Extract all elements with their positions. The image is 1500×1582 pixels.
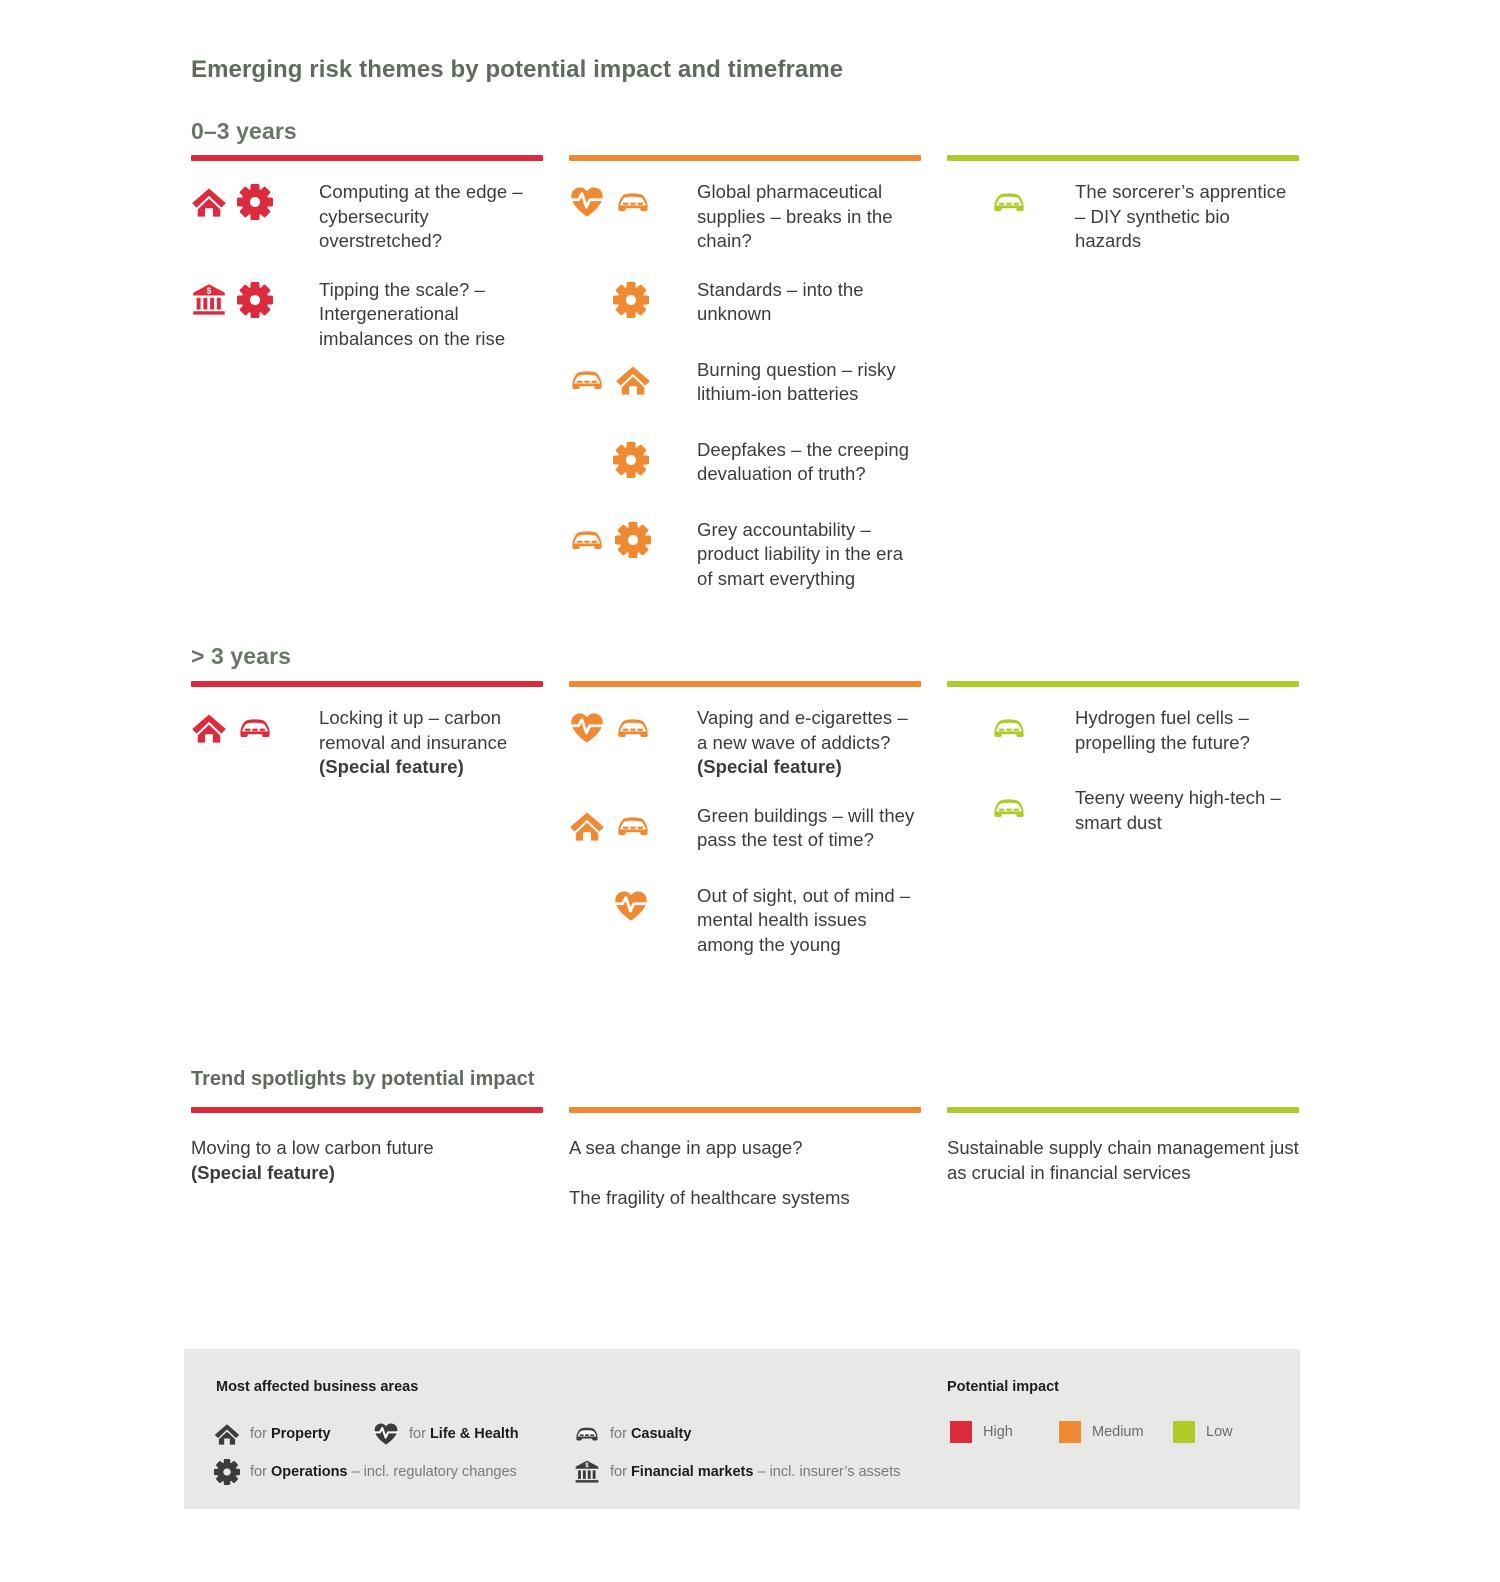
page-title: Emerging risk themes by potential impact and timeframe bbox=[191, 56, 844, 83]
special-feature-tag: (Special feature) bbox=[697, 756, 842, 777]
trend-spotlights-title: Trend spotlights by potential impact bbox=[191, 1068, 535, 1090]
theme-label: Out of sight, out of mind – mental health issues among the young bbox=[697, 884, 911, 955]
car-icon bbox=[615, 184, 651, 220]
theme-icon-group bbox=[569, 884, 697, 924]
impact-rule-medium bbox=[569, 681, 921, 687]
theme-label: Deepfakes – the creeping devaluation of truth? bbox=[697, 438, 910, 484]
spotlight-item: The fragility of healthcare systems bbox=[569, 1187, 850, 1208]
house-icon bbox=[615, 362, 651, 398]
legend-item-property bbox=[214, 1421, 331, 1447]
impact-swatch bbox=[1173, 1421, 1195, 1443]
heart-pulse-icon bbox=[373, 1421, 399, 1447]
special-feature-tag: (Special feature) bbox=[319, 756, 464, 777]
car-icon bbox=[237, 710, 273, 746]
legend-item-operations bbox=[214, 1459, 517, 1485]
gear-icon bbox=[613, 282, 649, 318]
theme-icon-group bbox=[569, 358, 697, 398]
theme-icon-group bbox=[569, 278, 697, 318]
theme-icon-group bbox=[569, 180, 697, 220]
heart-pulse-icon bbox=[569, 710, 605, 746]
theme-item bbox=[569, 518, 921, 592]
special-feature-tag: (Special feature) bbox=[191, 1162, 335, 1183]
theme-label: The sorcerer’s apprentice – DIY synthetic bio hazards bbox=[1075, 181, 1287, 251]
car-icon bbox=[991, 184, 1027, 220]
house-icon bbox=[191, 184, 227, 220]
spotlight-column-high bbox=[191, 1135, 551, 1210]
theme-item bbox=[569, 884, 921, 958]
theme-icon-group bbox=[191, 180, 319, 220]
car-icon bbox=[569, 522, 605, 558]
impact-rule-high bbox=[191, 155, 543, 161]
legend-business-areas-title: Most affected business areas bbox=[216, 1379, 419, 1395]
car-icon bbox=[574, 1421, 600, 1447]
house-icon bbox=[191, 710, 227, 746]
theme-label: Vaping and e-cigarettes – a new wave of addicts? (Special feature) bbox=[697, 707, 908, 777]
legend-impact-title: Potential impact bbox=[947, 1379, 1059, 1395]
theme-column-medium-gt3 bbox=[569, 706, 921, 981]
gear-icon bbox=[613, 442, 649, 478]
impact-rule-low bbox=[947, 681, 1299, 687]
legend-item-label: for Property bbox=[250, 1426, 331, 1442]
theme-item bbox=[569, 180, 921, 254]
theme-label: Hydrogen fuel cells – propelling the future? bbox=[1075, 707, 1250, 753]
theme-column-low-0-3 bbox=[947, 180, 1299, 278]
theme-column-medium-0-3 bbox=[569, 180, 921, 615]
theme-item bbox=[947, 706, 1299, 762]
bank-icon bbox=[191, 282, 227, 318]
legend-item-label: for Operations – incl. regulatory changes bbox=[250, 1464, 517, 1480]
theme-item bbox=[191, 180, 543, 254]
car-icon bbox=[615, 710, 651, 746]
spotlight-column-medium bbox=[569, 1135, 929, 1235]
theme-item bbox=[947, 786, 1299, 842]
theme-icon-group bbox=[569, 518, 697, 558]
theme-item bbox=[569, 438, 921, 494]
spotlight-column-low bbox=[947, 1135, 1307, 1210]
spotlight-rule-medium bbox=[569, 1107, 921, 1113]
theme-icon-group bbox=[947, 786, 1075, 826]
spotlight-rule-high bbox=[191, 1107, 543, 1113]
bank-icon bbox=[574, 1459, 600, 1485]
theme-label: Tipping the scale? – Intergenerational imbalances on the rise bbox=[319, 278, 506, 349]
legend-item-financial-markets bbox=[574, 1459, 900, 1485]
section-heading-0-3-years: 0–3 years bbox=[191, 118, 297, 144]
legend-item-label: for Financial markets – incl. insurer’s assets bbox=[610, 1464, 901, 1480]
impact-rule-low bbox=[947, 155, 1299, 161]
impact-legend-low bbox=[1173, 1421, 1233, 1443]
theme-column-high-gt3 bbox=[191, 706, 543, 804]
gear-icon bbox=[237, 282, 273, 318]
theme-icon-group bbox=[569, 804, 697, 844]
svg-text:$: $ bbox=[206, 284, 212, 295]
theme-icon-group bbox=[569, 438, 697, 478]
theme-icon-group bbox=[569, 706, 697, 746]
theme-label: Teeny weeny high-tech – smart dust bbox=[1075, 787, 1281, 833]
legend-item-label: for Casualty bbox=[610, 1426, 692, 1442]
legend-item-life-health bbox=[373, 1421, 519, 1447]
impact-legend-medium bbox=[1059, 1421, 1144, 1443]
section-heading-gt-3-years: > 3 years bbox=[191, 643, 292, 669]
spotlight-rule-low bbox=[947, 1107, 1299, 1113]
theme-label: Burning question – risky lithium-ion batteries bbox=[697, 358, 896, 404]
theme-item bbox=[569, 278, 921, 334]
gear-icon bbox=[615, 522, 651, 558]
theme-item bbox=[191, 278, 543, 352]
theme-item bbox=[569, 706, 921, 780]
gear-icon bbox=[237, 184, 273, 220]
theme-label: Global pharmaceutical supplies – breaks in the chain? bbox=[697, 181, 893, 251]
impact-legend-high bbox=[950, 1421, 1013, 1443]
spotlight-item: Sustainable supply chain management just as crucial in financial services bbox=[947, 1137, 1299, 1183]
legend-item-casualty bbox=[574, 1421, 691, 1447]
theme-label: Green buildings – will they pass the test of time? bbox=[697, 804, 915, 850]
svg-text:$: $ bbox=[585, 1462, 589, 1470]
gear-icon bbox=[214, 1459, 240, 1485]
car-icon bbox=[991, 710, 1027, 746]
impact-label: Medium bbox=[1092, 1424, 1144, 1440]
spotlight-item: A sea change in app usage? bbox=[569, 1137, 803, 1158]
impact-label: Low bbox=[1206, 1424, 1233, 1440]
theme-label: Standards – into the unknown bbox=[697, 278, 864, 324]
theme-item bbox=[569, 804, 921, 860]
theme-item bbox=[947, 180, 1299, 254]
legend-item-label: for Life & Health bbox=[409, 1426, 519, 1442]
impact-rule-medium bbox=[569, 155, 921, 161]
theme-column-low-gt3 bbox=[947, 706, 1299, 866]
spotlight-item: Moving to a low carbon future (Special feature) bbox=[191, 1137, 434, 1183]
house-icon bbox=[569, 808, 605, 844]
car-icon bbox=[991, 790, 1027, 826]
impact-swatch bbox=[950, 1421, 972, 1443]
impact-label: High bbox=[983, 1424, 1013, 1440]
theme-label: Locking it up – carbon removal and insurance (Special feature) bbox=[319, 707, 508, 777]
house-icon bbox=[214, 1421, 240, 1447]
theme-label: Grey accountability – product liability in the era of smart everything bbox=[697, 518, 904, 589]
theme-label: Computing at the edge – cybersecurity overstretched? bbox=[319, 181, 523, 251]
heart-pulse-icon bbox=[569, 184, 605, 220]
theme-column-high-0-3 bbox=[191, 180, 543, 375]
theme-icon-group bbox=[947, 180, 1075, 220]
heart-pulse-icon bbox=[613, 888, 649, 924]
impact-swatch bbox=[1059, 1421, 1081, 1443]
impact-rule-high bbox=[191, 681, 543, 687]
theme-icon-group bbox=[191, 278, 319, 318]
car-icon bbox=[569, 362, 605, 398]
theme-icon-group bbox=[191, 706, 319, 746]
theme-icon-group bbox=[947, 706, 1075, 746]
theme-item bbox=[191, 706, 543, 780]
theme-item bbox=[569, 358, 921, 414]
car-icon bbox=[615, 808, 651, 844]
